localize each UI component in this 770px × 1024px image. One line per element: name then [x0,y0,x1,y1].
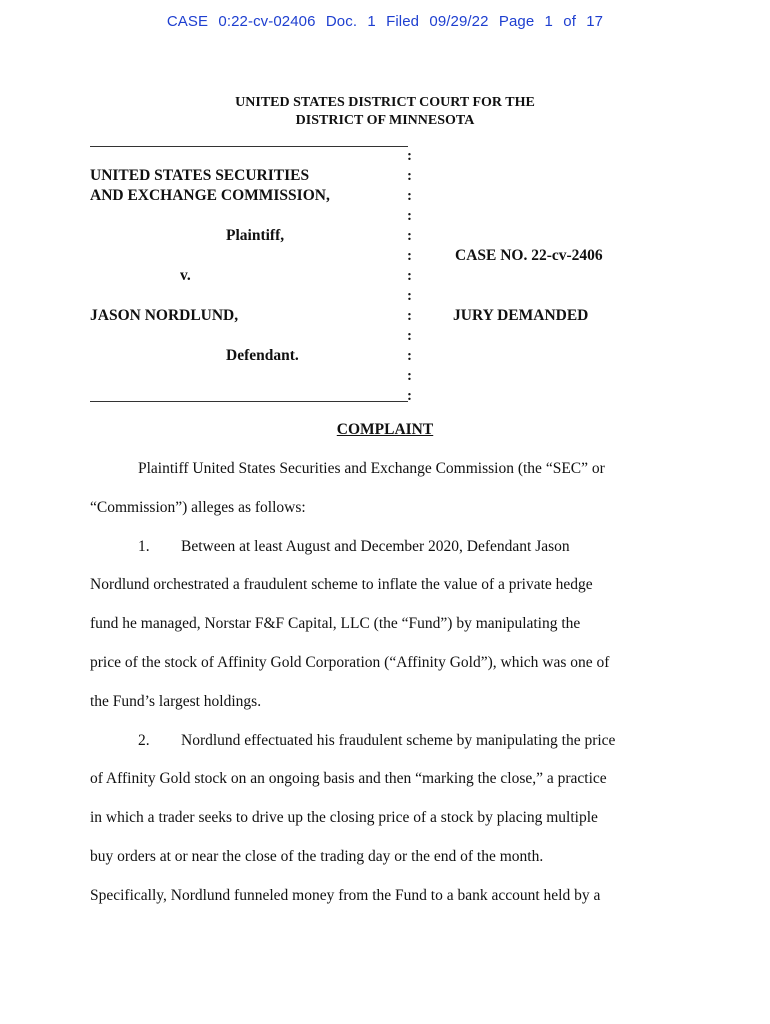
paragraph-1-line: fund he managed, Norstar F&F Capital, LLC (the “Fund”) by manipulating the [90,615,581,633]
paragraph-2-line: buy orders at or near the close of the trading day or the end of the month. [90,847,544,865]
caption-colon: : [407,288,412,304]
caption-colon: : [407,368,412,384]
versus-label: v. [180,267,191,284]
paragraph-1-line: price of the stock of Affinity Gold Corporation (“Affinity Gold”), which was one of [90,653,610,671]
plaintiff-name-line-2: AND EXCHANGE COMMISSION, [90,187,330,204]
paragraph-2-number: 2. [138,731,150,749]
ecf-doc-number: Doc. 1 [325,13,376,30]
plaintiff-name-line-1: UNITED STATES SECURITIES [90,167,310,184]
caption-bottom-rule [90,401,408,402]
paragraph-1-line [90,528,680,567]
court-heading-line-1: UNITED STATES DISTRICT COURT FOR THE [235,95,535,110]
court-heading [0,94,770,130]
jury-demand: JURY DEMANDED [453,307,589,324]
paragraph-1-line: the Fund’s largest holdings. [90,692,262,710]
court-heading-line-2: DISTRICT OF MINNESOTA [295,113,475,128]
paragraph-1-line: Nordlund orchestrated a fraudulent scheme to inflate the value of a private hedge [90,576,593,594]
caption-colon: : [407,268,412,284]
case-number: CASE NO. 22-cv-2406 [455,247,603,264]
caption-colon: : [407,188,412,204]
paragraph-2-line [90,722,680,761]
caption-colon-column [407,146,417,406]
caption-colon: : [407,168,412,184]
ecf-filed-date: Filed 09/29/22 [386,13,489,30]
caption-top-rule [90,146,408,147]
ecf-case-number: CASE 0:22-cv-02406 [166,13,316,30]
caption-colon: : [407,348,412,364]
plaintiff-role: Plaintiff, [226,227,285,244]
ecf-page-count: Page 1 of 17 [498,13,604,30]
complaint-body [90,450,680,916]
paragraph-2-line: in which a trader seeks to drive up the closing price of a stock by placing multiple [90,809,598,827]
caption-colon: : [407,388,412,404]
caption-colon: : [407,208,412,224]
caption-colon: : [407,228,412,244]
intro-line: “Commission”) alleges as follows: [90,498,306,516]
caption-colon: : [407,248,412,264]
paragraph-2-line: of Affinity Gold stock on an ongoing basis and then “marking the close,” a practice [90,770,607,788]
defendant-role: Defendant. [226,347,299,364]
paragraph-1-text: Between at least August and December 2020, Defendant Jason [181,537,570,555]
paragraph-2-text: Nordlund effectuated his fraudulent scheme by manipulating the price [181,731,616,749]
defendant-name: JASON NORDLUND, [90,307,239,324]
ecf-filing-header [0,13,770,30]
plaintiff-name [90,166,330,206]
intro-line: Plaintiff United States Securities and Exchange Commission (the “SEC” or [138,460,605,477]
document-title: COMPLAINT [336,421,434,438]
paragraph-2-line: Specifically, Nordlund funneled money from the Fund to a bank account held by a [90,886,601,904]
caption-colon: : [407,148,412,164]
caption-colon: : [407,308,412,324]
caption-colon: : [407,328,412,344]
paragraph-1-number: 1. [138,537,150,555]
